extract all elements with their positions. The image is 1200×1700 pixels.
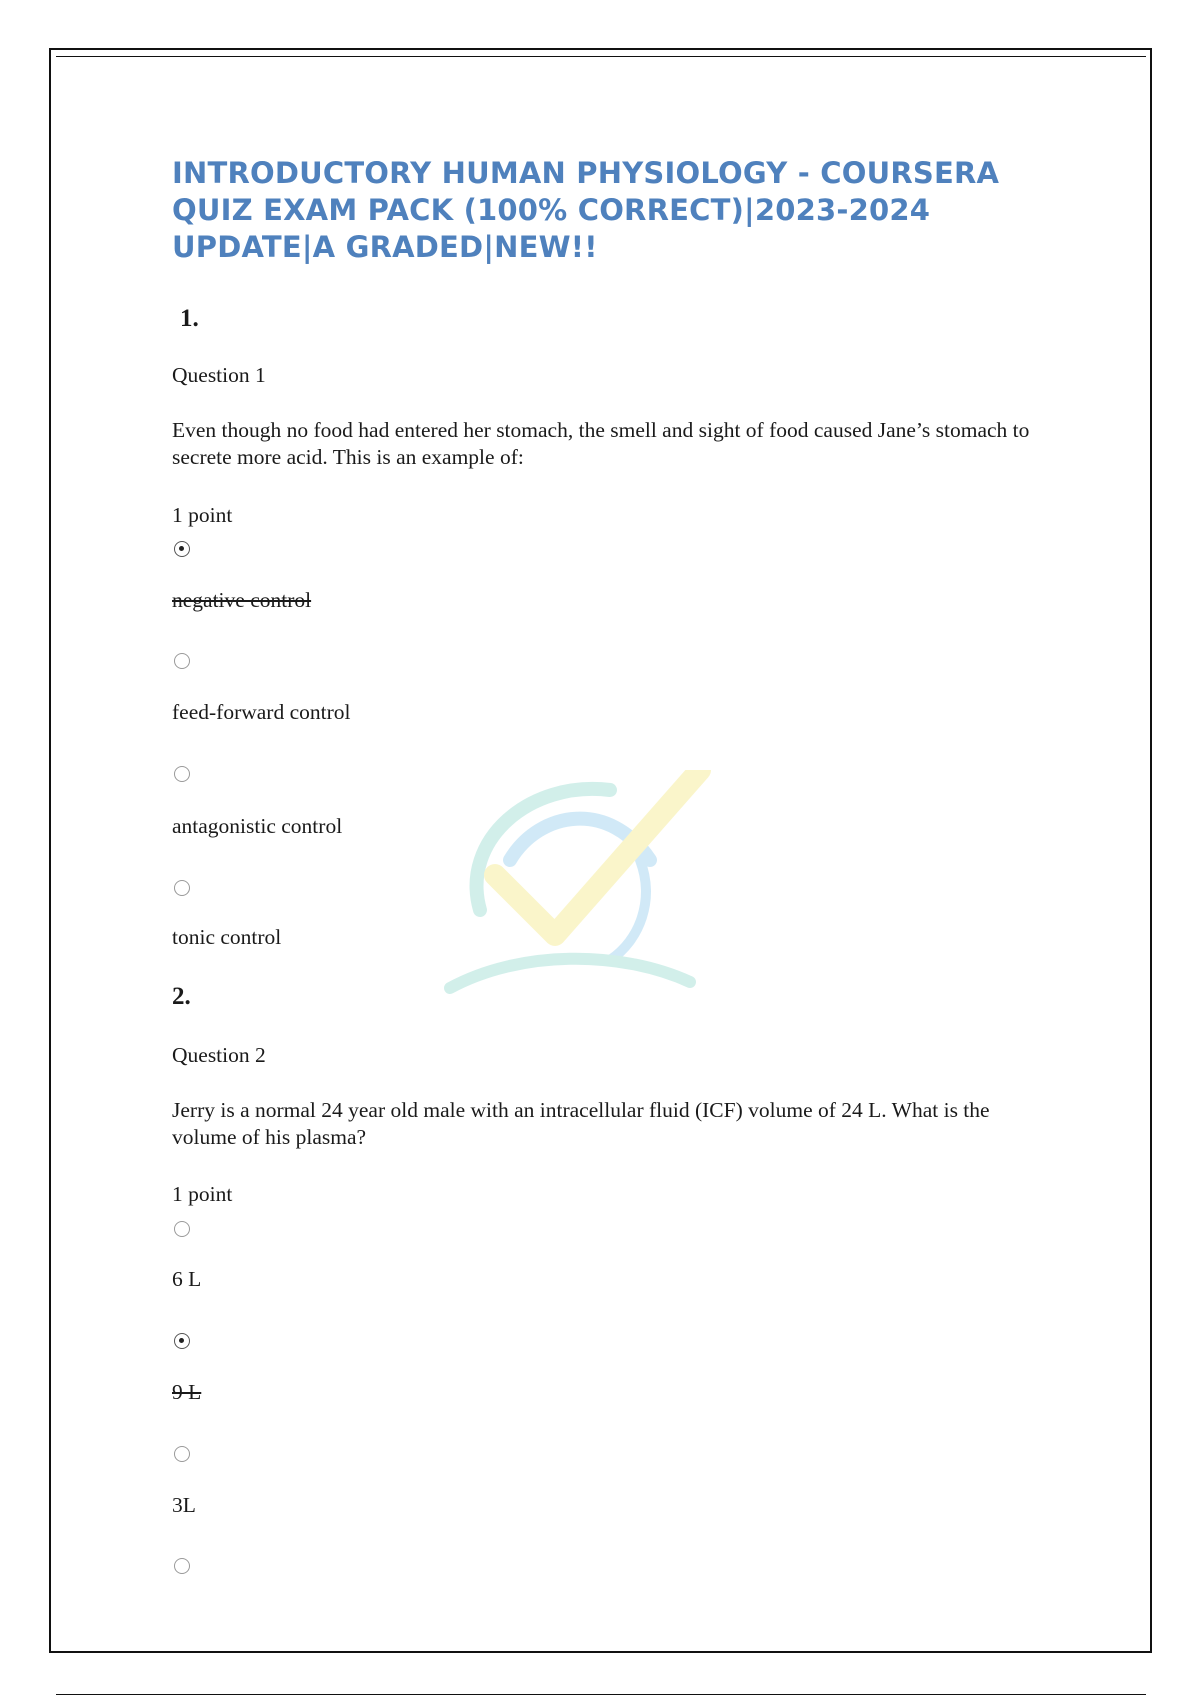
option-radio-selected[interactable] (174, 1333, 190, 1349)
option-radio[interactable] (174, 766, 190, 782)
page-top-rule (56, 56, 1146, 57)
option-radio[interactable] (174, 1558, 190, 1574)
option-label-selected: negative control (172, 588, 312, 612)
option-label: 6 L (172, 1267, 202, 1291)
option-radio[interactable] (174, 653, 190, 669)
option-radio[interactable] (174, 880, 190, 896)
question-number: 1. (180, 305, 199, 332)
option-label-selected: 9 L (172, 1380, 202, 1404)
question-label: Question 2 (172, 1043, 266, 1067)
question-points: 1 point (172, 1182, 233, 1206)
page-bottom-rule (56, 1694, 1146, 1695)
option-radio[interactable] (174, 1221, 190, 1237)
option-label: antagonistic control (172, 814, 343, 838)
question-label: Question 1 (172, 363, 266, 387)
question-text: Even though no food had entered her stomach, the smell and sight of food caused Jane’s stomach to secrete more acid. This is an example of: (172, 418, 1030, 469)
option-radio[interactable] (174, 1446, 190, 1462)
option-label: 3L (172, 1493, 196, 1517)
option-radio-selected[interactable] (174, 541, 190, 557)
checkmark-watermark-icon (440, 770, 740, 1010)
quiz-content (172, 155, 1052, 1517)
question-number: 2. (172, 983, 191, 1010)
option-label: tonic control (172, 925, 282, 949)
question-text: Jerry is a normal 24 year old male with an intracellular fluid (ICF) volume of 24 L. What is the volume of his plasma? (172, 1098, 990, 1149)
option-label: feed-forward control (172, 700, 351, 724)
document-title: INTRODUCTORY HUMAN PHYSIOLOGY - COURSERA QUIZ EXAM PACK (100% CORRECT)|2023-2024 UPDATE|A GRADED|NEW!! (172, 156, 1000, 264)
question-points: 1 point (172, 503, 233, 527)
